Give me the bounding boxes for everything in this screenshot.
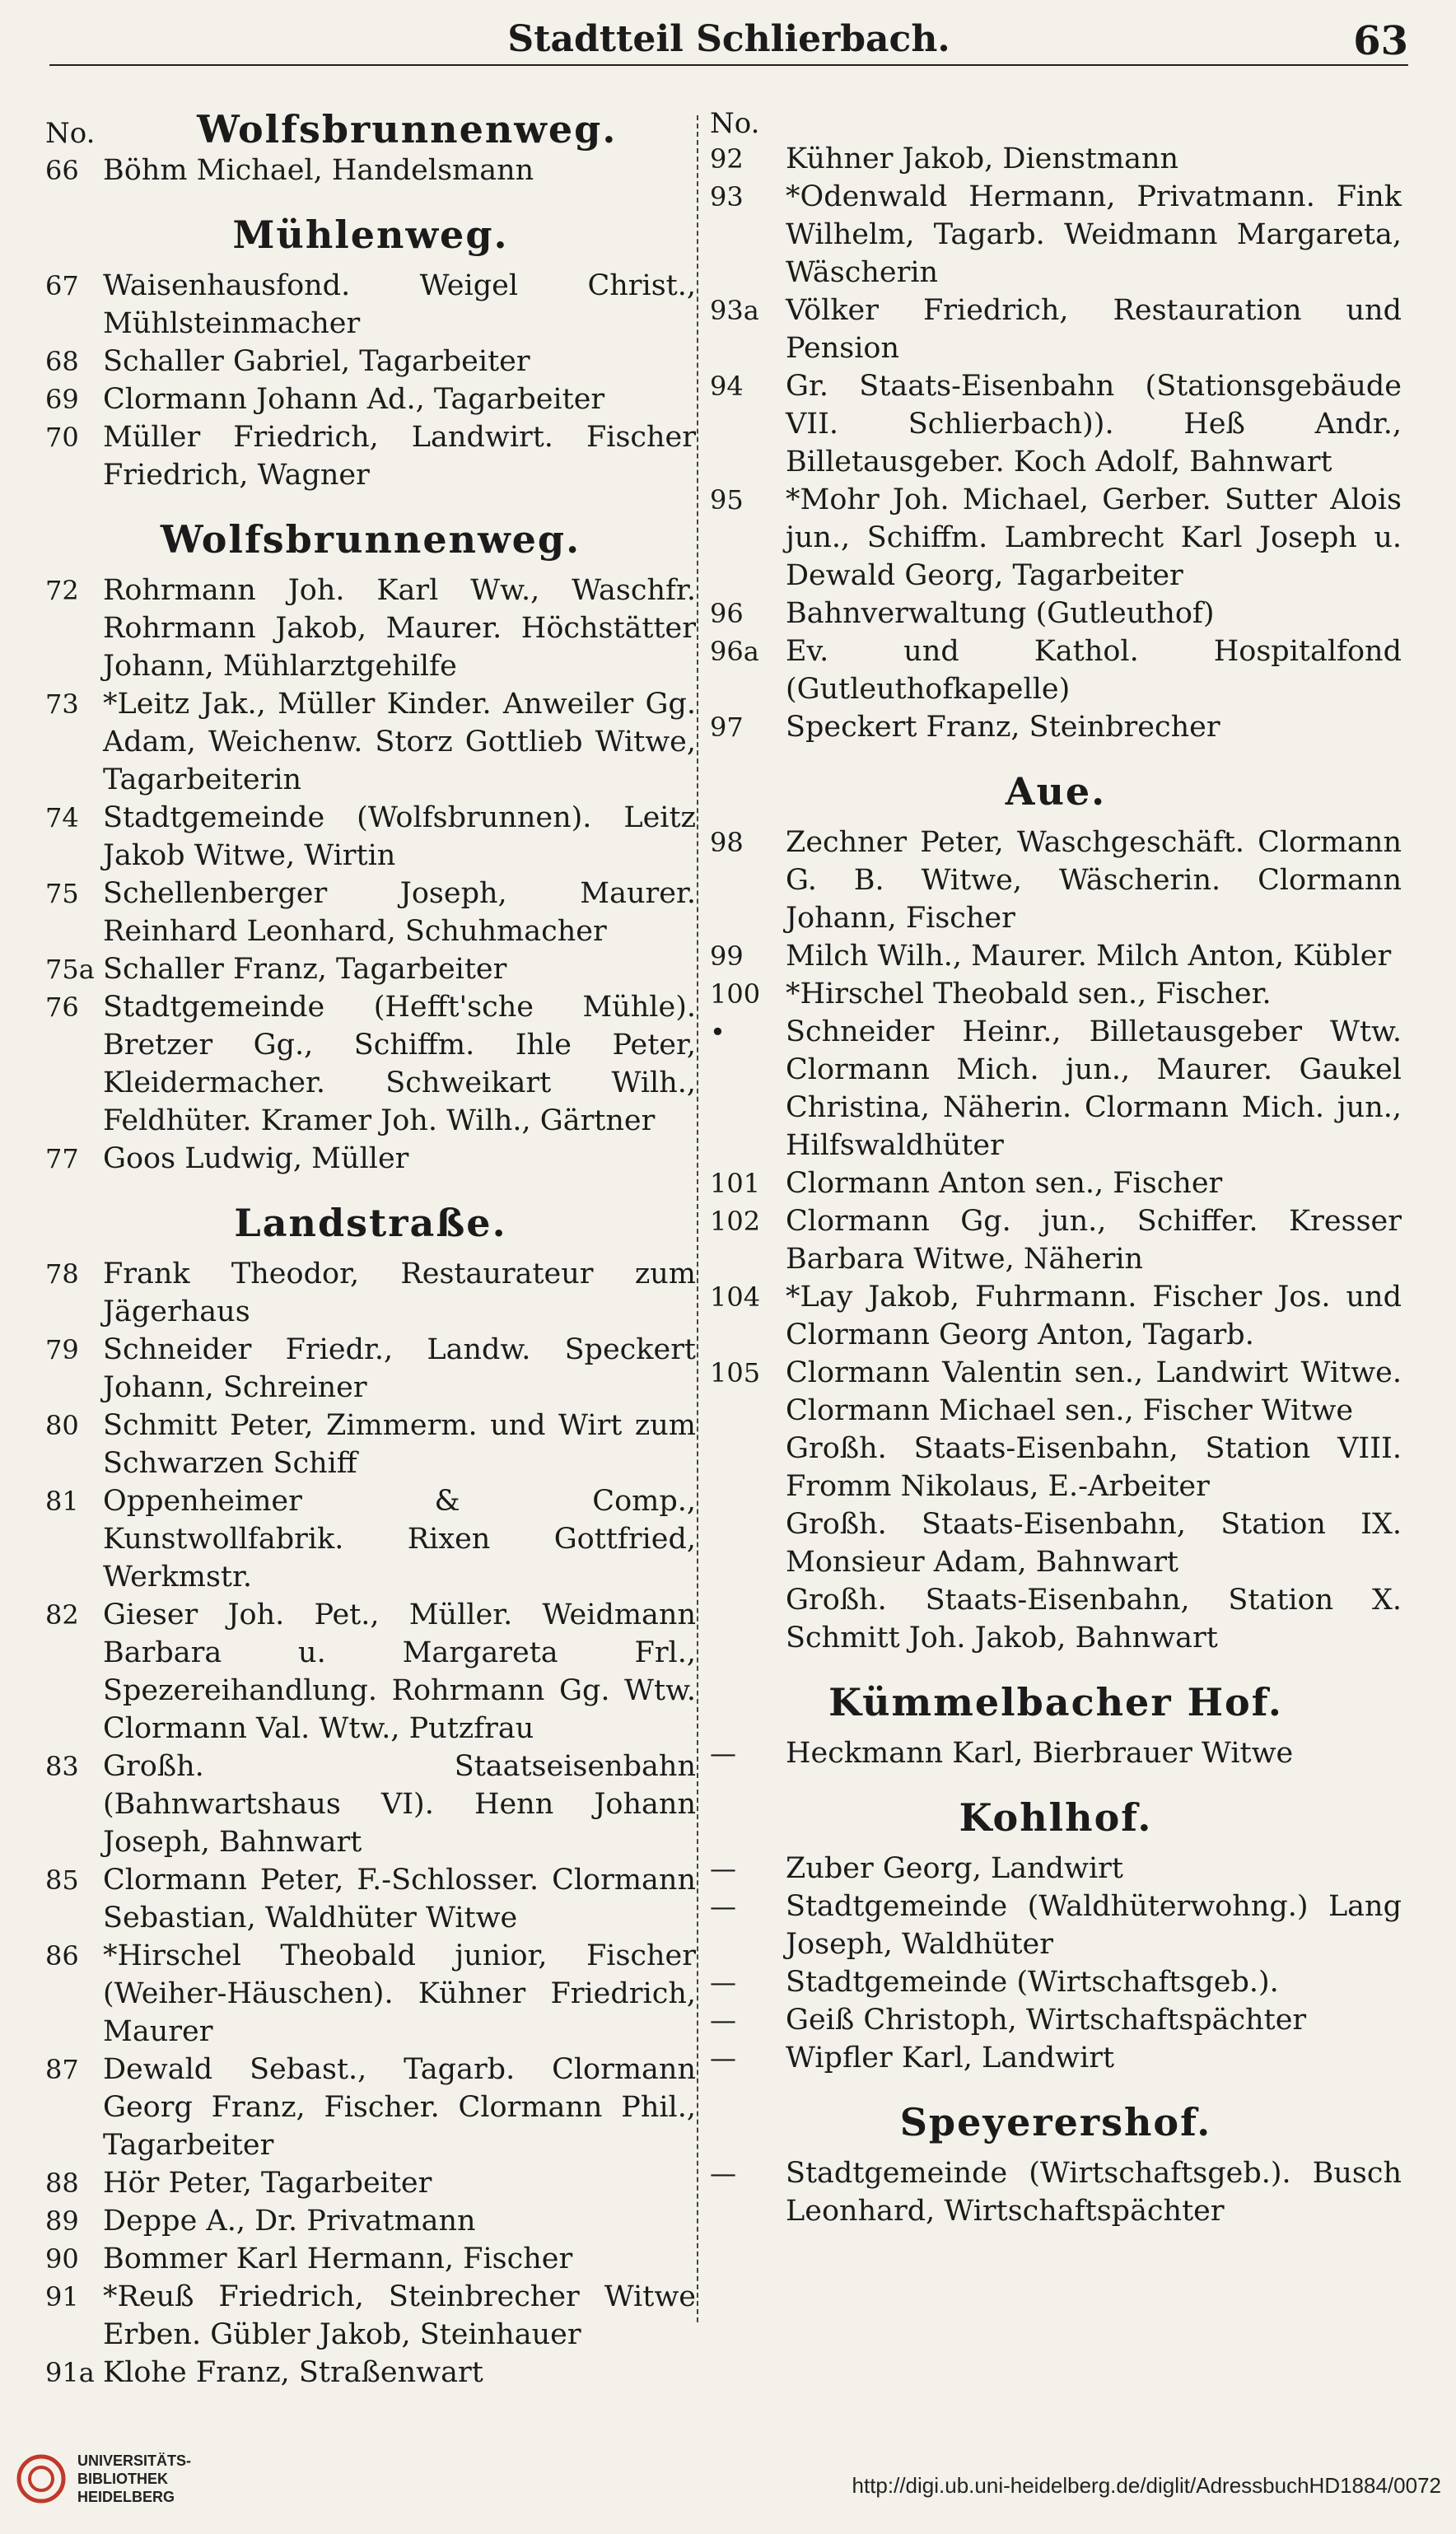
page-header xyxy=(49,18,1408,68)
address-entry xyxy=(710,2039,1402,2077)
address-entry xyxy=(45,988,696,1140)
house-number: 90 xyxy=(45,2243,79,2275)
resident-text: Hör Peter, Tagarbeiter xyxy=(103,2167,432,2200)
address-entry xyxy=(710,1734,1402,1772)
address-entry xyxy=(710,140,1402,178)
address-entry xyxy=(45,1748,696,1861)
house-number: 94 xyxy=(710,371,744,402)
house-number: 66 xyxy=(45,155,79,186)
address-entry xyxy=(710,1013,1402,1164)
section-heading: Mühlenweg. xyxy=(232,212,509,257)
right-column xyxy=(710,107,1402,2230)
resident-text: Stadtgemeinde (Hefft'sche Mühle). Bretzer Gg., Schiffm. Ihle Peter, Kleidermacher. Schweikart Wilh., Feldhüter. Kramer Joh. Wilh., Gärtner xyxy=(103,991,696,1137)
house-number: 95 xyxy=(710,484,744,516)
column-no-label: No. xyxy=(710,107,760,140)
address-entry xyxy=(45,380,696,418)
resident-text: Kühner Jakob, Dienstmann xyxy=(786,142,1179,175)
house-number: 82 xyxy=(45,1599,79,1631)
address-entry xyxy=(710,1278,1402,1354)
address-entry xyxy=(45,267,696,343)
house-number: 86 xyxy=(45,1940,79,1972)
resident-text: Schellenberger Joseph, Maurer. Reinhard Leonhard, Schuhmacher xyxy=(103,877,696,948)
house-number: 88 xyxy=(45,2168,79,2199)
library-logo[interactable] xyxy=(16,2452,191,2506)
address-entry xyxy=(45,2164,696,2202)
resident-text: Stadtgemeinde (Wirtschaftsgeb.). Busch Leonhard, Wirtschaftspächter xyxy=(786,2157,1402,2228)
address-entry xyxy=(45,799,696,875)
resident-text: Großh. Staats-Eisenbahn, Station X. Schmitt Joh. Jakob, Bahnwart xyxy=(786,1584,1402,1654)
resident-text: Böhm Michael, Handelsmann xyxy=(103,154,534,187)
address-entry xyxy=(45,1937,696,2051)
house-number: — xyxy=(710,1738,736,1769)
house-number: 85 xyxy=(45,1864,79,1896)
resident-text: Völker Friedrich, Restauration und Pension xyxy=(786,294,1402,365)
house-number: — xyxy=(710,2042,736,2074)
house-number: 68 xyxy=(45,346,79,377)
column-no-label: No. xyxy=(45,117,96,150)
resident-text: Milch Wilh., Maurer. Milch Anton, Kübler xyxy=(786,940,1392,973)
section-heading: Aue. xyxy=(1005,769,1107,814)
resident-text: Geiß Christoph, Wirtschaftspächter xyxy=(786,2004,1307,2037)
address-entry xyxy=(710,1850,1402,1888)
house-number: 74 xyxy=(45,802,79,833)
house-number: 72 xyxy=(45,575,79,606)
address-entry xyxy=(710,1505,1402,1581)
house-number: — xyxy=(710,1853,736,1884)
house-number: 78 xyxy=(45,1258,79,1290)
house-number: 105 xyxy=(710,1357,761,1388)
house-number: 77 xyxy=(45,1143,79,1174)
house-number: 83 xyxy=(45,1751,79,1782)
resident-text: Wipfler Karl, Landwirt xyxy=(786,2042,1115,2074)
resident-text: Zuber Georg, Landwirt xyxy=(786,1852,1123,1885)
house-number: 100 xyxy=(710,978,761,1010)
house-number: 93 xyxy=(710,181,744,212)
footer xyxy=(0,2435,1456,2534)
resident-text: Oppenheimer & Comp., Kunstwollfabrik. Rixen Gottfried, Werkmstr. xyxy=(103,1485,696,1594)
resident-text: Rohrmann Joh. Karl Ww., Waschfr. Rohrmann Jakob, Maurer. Höchstätter Johann, Mühlarztgehilfe xyxy=(103,574,696,683)
resident-text: Bommer Karl Hermann, Fischer xyxy=(103,2242,573,2275)
address-entry xyxy=(710,2154,1402,2230)
house-number: 104 xyxy=(710,1281,761,1313)
source-url-link[interactable]: http://digi.ub.uni-heidelberg.de/diglit/AdressbuchHD1884/0072 xyxy=(852,2473,1441,2498)
address-entry xyxy=(45,2354,696,2392)
address-entry xyxy=(45,950,696,988)
address-entry xyxy=(710,1164,1402,1202)
address-entry xyxy=(710,1430,1402,1505)
house-number: — xyxy=(710,1891,736,1922)
address-entry xyxy=(45,1861,696,1937)
resident-text: Großh. Staatseisenbahn (Bahnwartshaus VI). Henn Johann Joseph, Bahnwart xyxy=(103,1750,696,1859)
resident-text: Clormann Johann Ad., Tagarbeiter xyxy=(103,383,605,416)
resident-text: Waisenhausfond. Weigel Christ., Mühlsteinmacher xyxy=(103,269,696,340)
address-entry xyxy=(45,343,696,380)
address-entry xyxy=(710,1354,1402,1430)
resident-text: Zechner Peter, Waschgeschäft. Clormann G. B. Witwe, Wäscherin. Clormann Johann, Fischer xyxy=(786,826,1402,935)
resident-text: Heckmann Karl, Bierbrauer Witwe xyxy=(786,1737,1294,1770)
house-number: — xyxy=(710,2004,736,2036)
address-entry xyxy=(710,1202,1402,1278)
resident-text: Deppe A., Dr. Privatmann xyxy=(103,2205,476,2238)
column-divider xyxy=(697,115,698,2322)
address-entry xyxy=(710,481,1402,595)
address-entry xyxy=(710,178,1402,292)
section-heading: Wolfsbrunnenweg. xyxy=(197,107,618,152)
section-heading: Speyerershof. xyxy=(899,2100,1212,2144)
page-title: Stadtteil Schlierbach. xyxy=(507,18,950,60)
address-entry xyxy=(45,1255,696,1331)
house-number: 98 xyxy=(710,827,744,858)
address-entry xyxy=(45,152,696,189)
house-number: 75a xyxy=(45,954,95,985)
house-number: 69 xyxy=(45,384,79,415)
address-entry xyxy=(45,1331,696,1407)
resident-text: Clormann Peter, F.-Schlosser. Clormann Sebastian, Waldhüter Witwe xyxy=(103,1864,696,1934)
resident-text: Klohe Franz, Straßenwart xyxy=(103,2356,483,2389)
resident-text: Stadtgemeinde (Wirtschaftsgeb.). xyxy=(786,1966,1279,1999)
house-number: — xyxy=(710,1967,736,1998)
resident-text: Goos Ludwig, Müller xyxy=(103,1142,409,1175)
address-entry xyxy=(45,685,696,799)
house-number: 93a xyxy=(710,295,759,326)
address-entry xyxy=(45,2051,696,2164)
address-entry xyxy=(710,1963,1402,2001)
resident-text: *Odenwald Hermann, Privatmann. Fink Wilhelm, Tagarb. Weidmann Margareta, Wäscherin xyxy=(786,180,1402,289)
house-number: 101 xyxy=(710,1168,761,1199)
address-entry xyxy=(710,1581,1402,1657)
library-seal-icon xyxy=(16,2454,66,2504)
resident-text: *Hirschel Theobald sen., Fischer. xyxy=(786,978,1272,1010)
address-entry xyxy=(710,708,1402,746)
house-number: 89 xyxy=(45,2205,79,2237)
house-number: 91a xyxy=(45,2357,95,2388)
resident-text: Schmitt Peter, Zimmerm. und Wirt zum Schwarzen Schiff xyxy=(103,1409,696,1480)
address-entry xyxy=(45,1407,696,1482)
address-entry xyxy=(710,824,1402,937)
address-entry xyxy=(45,2278,696,2354)
address-entry xyxy=(710,937,1402,975)
house-number: • xyxy=(710,1016,726,1048)
resident-text: Clormann Valentin sen., Landwirt Witwe. Clormann Michael sen., Fischer Witwe xyxy=(786,1356,1402,1427)
house-number xyxy=(710,1581,786,1657)
resident-text: Großh. Staats-Eisenbahn, Station VIII. Fromm Nikolaus, E.-Arbeiter xyxy=(786,1432,1402,1503)
resident-text: Dewald Sebast., Tagarb. Clormann Georg Franz, Fischer. Clormann Phil., Tagarbeiter xyxy=(103,2053,696,2162)
section-heading: Kohlhof. xyxy=(959,1795,1153,1840)
library-name: UNIVERSITÄTS- BIBLIOTHEK HEIDELBERG xyxy=(77,2452,192,2505)
address-entry xyxy=(45,1482,696,1596)
address-entry xyxy=(45,2240,696,2278)
page-number: 63 xyxy=(1353,18,1408,64)
address-entry xyxy=(45,418,696,494)
resident-text: Frank Theodor, Restaurateur zum Jägerhaus xyxy=(103,1258,696,1328)
resident-text: *Mohr Joh. Michael, Gerber. Sutter Alois jun., Schiffm. Lambrecht Karl Joseph u. Dewald Georg, Tagarbeiter xyxy=(786,483,1402,592)
house-number xyxy=(710,1430,786,1505)
left-column xyxy=(45,107,696,2392)
house-number: 96 xyxy=(710,598,744,629)
resident-text: Müller Friedrich, Landwirt. Fischer Friedrich, Wagner xyxy=(103,421,696,492)
address-entry xyxy=(710,1888,1402,1963)
address-entry xyxy=(45,1140,696,1178)
resident-text: Speckert Franz, Steinbrecher xyxy=(786,711,1220,744)
house-number: 96a xyxy=(710,636,759,667)
section-heading: Landstraße. xyxy=(234,1201,507,1245)
house-number: 81 xyxy=(45,1486,79,1517)
resident-text: Stadtgemeinde (Wolfsbrunnen). Leitz Jakob Witwe, Wirtin xyxy=(103,801,696,872)
house-number: — xyxy=(710,2158,736,2189)
resident-text: Gieser Joh. Pet., Müller. Weidmann Barbara u. Margareta Frl., Spezereihandlung. Rohrmann Gg. Wtw. Clormann Val. Wtw., Putzfrau xyxy=(103,1598,696,1745)
resident-text: Großh. Staats-Eisenbahn, Station IX. Monsieur Adam, Bahnwart xyxy=(786,1508,1402,1579)
address-entry xyxy=(710,2001,1402,2039)
resident-text: Schneider Heinr., Billetausgeber Wtw. Clormann Mich. jun., Maurer. Gaukel Christina, Näherin. Clormann Mich. jun., Hilfswaldhüter xyxy=(786,1015,1402,1162)
house-number: 92 xyxy=(710,143,744,175)
address-entry xyxy=(45,2202,696,2240)
resident-text: Bahnverwaltung (Gutleuthof) xyxy=(786,597,1215,630)
house-number: 76 xyxy=(45,992,79,1023)
address-entry xyxy=(710,595,1402,632)
resident-text: Ev. und Kathol. Hospitalfond (Gutleuthofkapelle) xyxy=(786,635,1402,706)
house-number: 97 xyxy=(710,712,744,743)
house-number: 91 xyxy=(45,2281,79,2312)
section-heading: Wolfsbrunnenweg. xyxy=(160,517,581,562)
address-entry xyxy=(710,975,1402,1013)
resident-text: Schaller Franz, Tagarbeiter xyxy=(103,953,507,986)
house-number: 102 xyxy=(710,1206,761,1237)
resident-text: *Leitz Jak., Müller Kinder. Anweiler Gg. Adam, Weichenw. Storz Gottlieb Witwe, Tagarbeiterin xyxy=(103,688,696,796)
address-entry xyxy=(45,875,696,950)
house-number: 75 xyxy=(45,878,79,909)
resident-text: *Hirschel Theobald junior, Fischer (Weiher-Häuschen). Kühner Friedrich, Maurer xyxy=(103,1939,696,2048)
house-number: 87 xyxy=(45,2054,79,2085)
resident-text: Clormann Anton sen., Fischer xyxy=(786,1167,1223,1200)
house-number: 80 xyxy=(45,1410,79,1441)
resident-text: Clormann Gg. jun., Schiffer. Kresser Barbara Witwe, Näherin xyxy=(786,1205,1402,1276)
header-rule xyxy=(49,64,1408,66)
house-number: 67 xyxy=(45,270,79,301)
section-heading: Kümmelbacher Hof. xyxy=(828,1680,1283,1724)
resident-text: *Reuß Friedrich, Steinbrecher Witwe Erben. Gübler Jakob, Steinhauer xyxy=(103,2280,696,2351)
address-entry xyxy=(45,1596,696,1748)
address-entry xyxy=(45,572,696,685)
resident-text: Gr. Staats-Eisenbahn (Stationsgebäude VII. Schlierbach)). Heß Andr., Billetausgeber. Koch Adolf, Bahnwart xyxy=(786,370,1402,478)
house-number xyxy=(710,1505,786,1581)
resident-text: Schaller Gabriel, Tagarbeiter xyxy=(103,345,530,378)
address-entry xyxy=(710,367,1402,481)
house-number: 79 xyxy=(45,1334,79,1365)
address-entry xyxy=(710,292,1402,367)
house-number: 99 xyxy=(710,940,744,972)
resident-text: Schneider Friedr., Landw. Speckert Johann, Schreiner xyxy=(103,1333,696,1404)
house-number: 70 xyxy=(45,422,79,453)
house-number: 73 xyxy=(45,688,79,720)
address-entry xyxy=(710,632,1402,708)
resident-text: Stadtgemeinde (Waldhüterwohng.) Lang Joseph, Waldhüter xyxy=(786,1890,1402,1961)
resident-text: *Lay Jakob, Fuhrmann. Fischer Jos. und Clormann Georg Anton, Tagarb. xyxy=(786,1281,1402,1351)
